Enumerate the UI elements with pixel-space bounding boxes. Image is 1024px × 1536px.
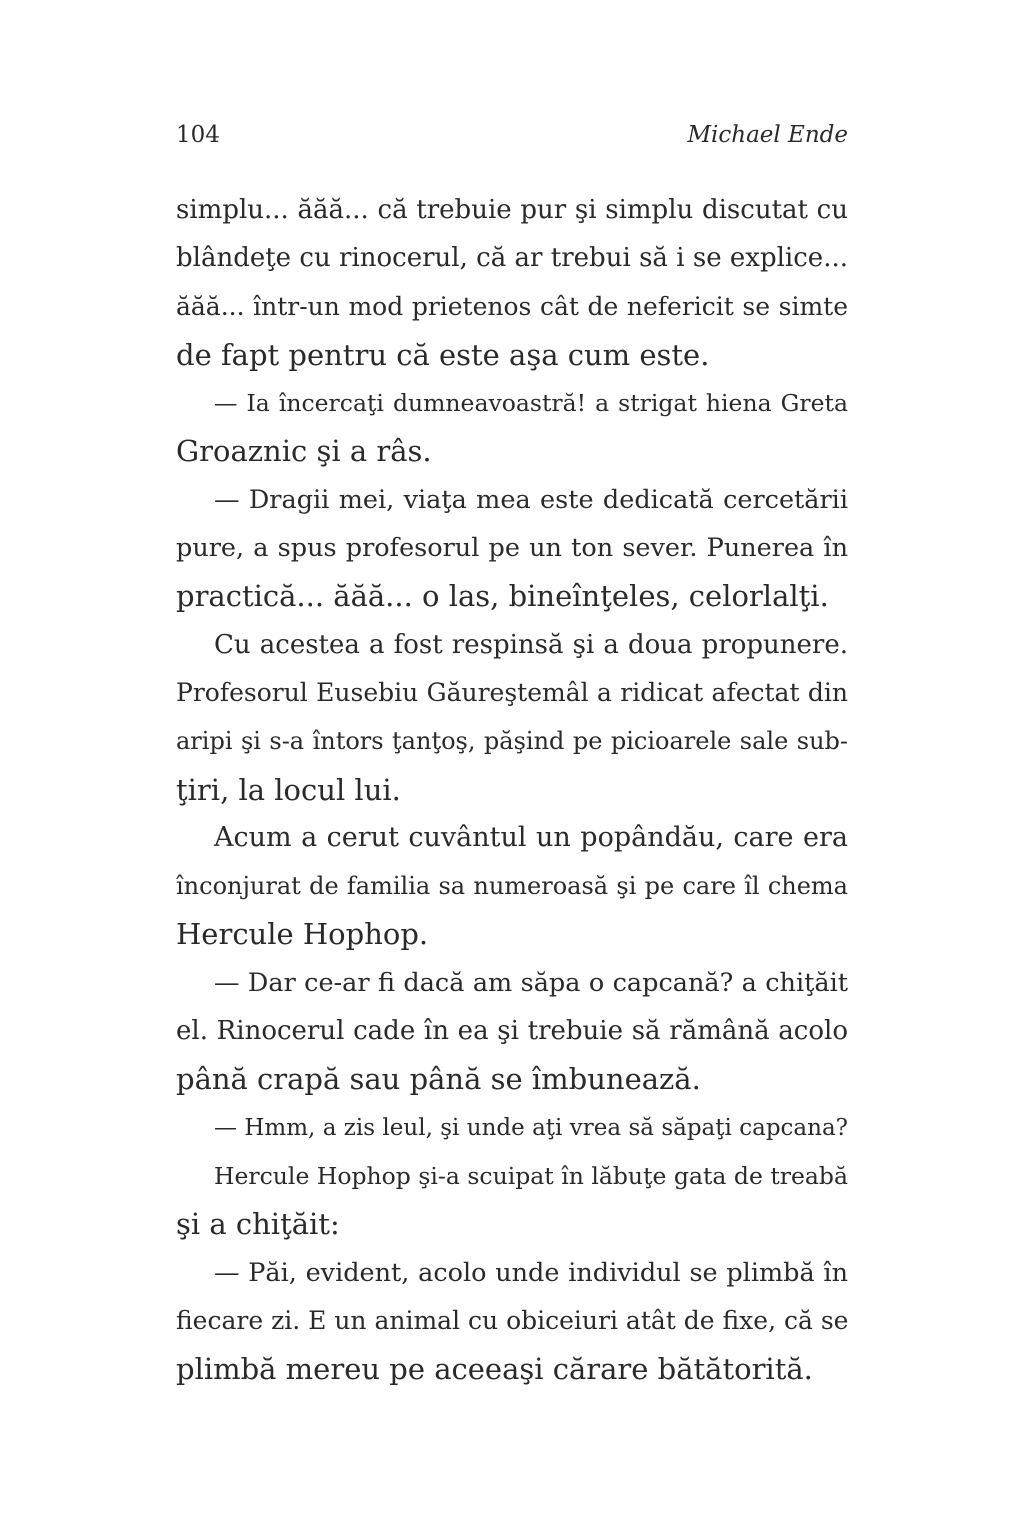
text-line: fiecare zi. E un animal cu obiceiuri atât de fixe, că se	[176, 1305, 849, 1335]
body-text	[176, 186, 848, 1393]
text-line: — Păi, evident, acolo unde individul se plimbă în	[214, 1257, 848, 1288]
text-line: simplu... ăăă... că trebuie pur şi simplu discutat cu	[176, 195, 848, 225]
text-line: şi a chiţăit:	[176, 1207, 340, 1242]
text-line: — Ia încercaţi dumneavoastră! a strigat hiena Greta	[214, 389, 848, 418]
text-line: — Dar ce-ar fi dacă am săpa o capcană? a chiţăit	[214, 967, 848, 998]
text-line: Acum a cerut cuvântul un popândău, care era	[214, 821, 848, 853]
page-number: 104	[176, 122, 220, 148]
text-line: aripi şi s-a întors ţanţoş, păşind pe picioarele sale sub-	[176, 727, 848, 756]
page-header	[176, 122, 848, 162]
text-line: de fapt pentru că este aşa cum este.	[176, 337, 710, 372]
text-line: înconjurat de familia sa numeroasă şi pe care îl chema	[176, 872, 848, 901]
text-line: Hercule Hophop.	[176, 917, 429, 952]
text-line: ţiri, la locul lui.	[176, 772, 401, 807]
text-line: până crapă sau până se îmbunează.	[176, 1062, 701, 1097]
text-line: el. Rinocerul cade în ea şi trebuie să rămână acolo	[176, 1016, 848, 1047]
text-line: practică... ăăă... o las, bineînţeles, celorlalţi.	[176, 579, 829, 614]
text-line: Profesorul Eusebiu Găureştemâl a ridicat afectat din	[176, 677, 848, 707]
text-line: Groaznic şi a râs.	[176, 434, 432, 469]
running-head-author: Michael Ende	[687, 122, 848, 148]
text-line: Hercule Hophop şi-a scuipat în lăbuţe gata de treabă	[214, 1161, 848, 1190]
text-line: — Dragii mei, viaţa mea este dedicată cercetării	[214, 484, 848, 515]
text-line: Cu acestea a fost respinsă şi a doua propunere.	[214, 629, 848, 660]
text-line: — Hmm, a zis leul, şi unde aţi vrea să săpaţi capcana?	[214, 1114, 848, 1141]
text-line: plimbă mereu pe aceeaşi cărare bătătorită.	[176, 1352, 813, 1387]
text-line: pure, a spus profesorul pe un ton sever. Punerea în	[176, 533, 848, 564]
text-line: ăăă... într-un mod prietenos cât de nefericit se simte	[176, 291, 848, 321]
text-line: blândeţe cu rinocerul, că ar trebui să i se explice...	[176, 243, 848, 274]
